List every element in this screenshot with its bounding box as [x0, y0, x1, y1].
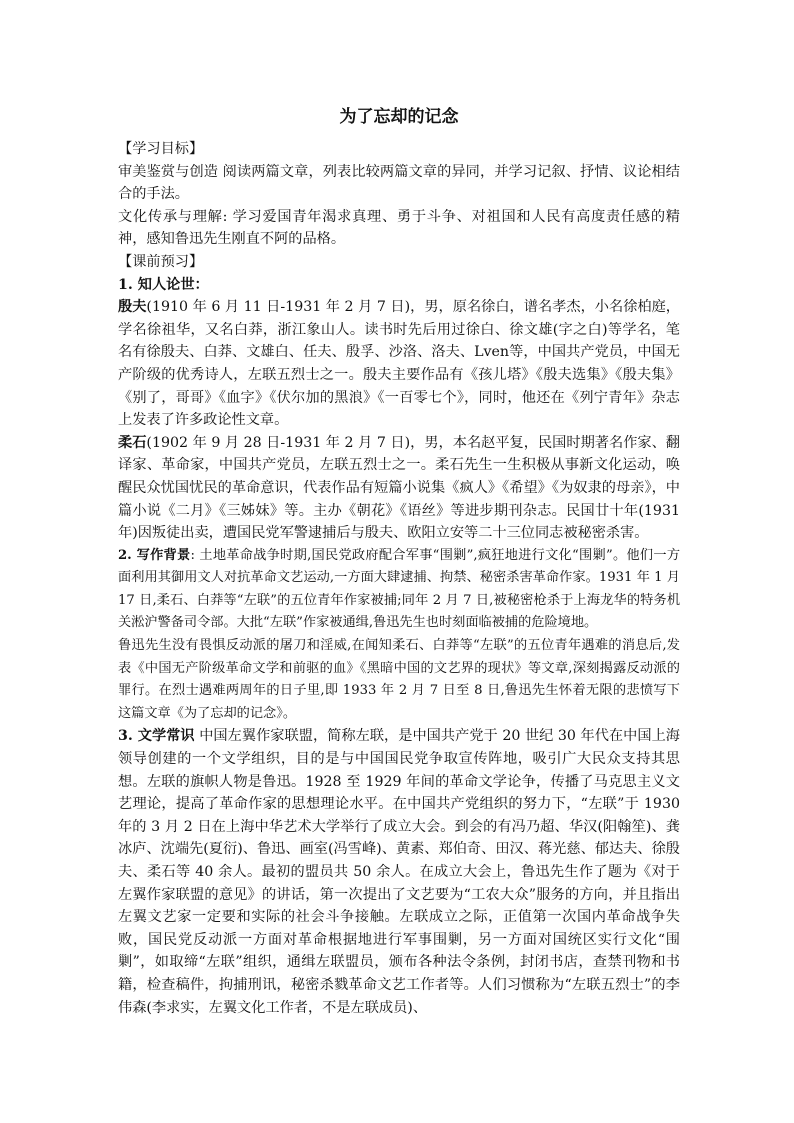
- goal-aesthetic-label: 审美鉴赏与创造: [118, 163, 219, 180]
- goal-aesthetic: [118, 161, 680, 206]
- goal-culture: [118, 206, 680, 251]
- roushi-paragraph: [118, 432, 680, 545]
- section-1-heading: 1. 知人论世：: [118, 276, 209, 293]
- yinfu-paragraph: [118, 296, 680, 432]
- goal-culture-text: : 学习爱国青年渴求真理、勇于斗争、对祖国和人民有高度责任感的精神，感知鲁迅先生刚直不阿的品格。: [118, 208, 680, 248]
- yinfu-name: 殷夫: [118, 299, 147, 316]
- background-text: : 土地革命战争时期,国民党政府配合军事“围剿”,疯狂地进行文化“围剿”。他们一方面利用其御用文人对抗革命文艺运动,一方面大肆逮捕、拘禁、秘密杀害革命作家。1931 年 1 月 17 日,柔石、白莽等“左联”的五位青年作家被捕;同年 2 月 7 日,被秘密枪杀于上海龙华的特务机关淞沪警备司令部。大批“左联”作家被通缉,鲁迅先生也时刻面临被捕的危险境地。: [118, 547, 681, 631]
- page-title: 为了忘却的记念: [339, 107, 459, 127]
- goal-culture-label: 文化传承与理解: [118, 208, 223, 225]
- section-3-heading: 3. 文学常识: [118, 728, 195, 745]
- yinfu-text: (1910 年 6 月 11 日-1931 年 2 月 7 日)，男，原名徐白，谱名孝杰，小名徐柏庭，学名徐祖华，又名白莽，浙江象山人。读书时先后用过徐白、徐文雄(字之白)等学名，笔名有徐殷夫、白莽、文雄白、任夫、殷孚、沙洛、洛夫、Lven等，中国共产党员，中国无产阶级的优秀诗人，左联五烈士之一。殷夫主要作品有《孩儿塔》《殷夫选集》《殷夫集》《别了，哥哥》《血字》《伏尔加的黑浪》《一百零七个》，同时，他还在《列宁青年》杂志上发表了许多政论性文章。: [118, 299, 680, 429]
- roushi-name: 柔石: [118, 434, 147, 451]
- goals-heading: 【学习目标】: [118, 141, 204, 157]
- literary-paragraph: [118, 725, 680, 1019]
- roushi-text: (1902 年 9 月 28 日-1931 年 2 月 7 日)，男，本名赵平复，民国时期著名作家、翻译家、革命家，中国共产党员，左联五烈士之一。柔石先生一生积极从事新文化运动，唤醒民众忧国忧民的革命意识，代表作品有短篇小说集《疯人》《希望》《为奴隶的母亲》，中篇小说《二月》《三姊妹》等。主办《朝花》《语丝》等进步期刊杂志。民国廿十年(1931 年)因叛徒出卖，遭国民党军警逮捕后与殷夫、欧阳立安等二十三位同志被秘密杀害。: [118, 434, 680, 542]
- document-body: [118, 106, 680, 1019]
- goal-aesthetic-text: 阅读两篇文章，列表比较两篇文章的异同，并学习记叙、抒情、议论相结合的手法。: [118, 163, 680, 203]
- background-paragraph-2: 鲁迅先生没有畏惧反动派的屠刀和淫威,在闻知柔石、白莽等“左联”的五位青年遇难的消息后,发表《中国无产阶级革命文学和前驱的血》《黑暗中国的文艺界的现状》等文章,深刻揭露反动派的罪行。在烈士遇难两周年的日子里,即 1933 年 2 月 7 日至 8 日,鲁迅先生怀着无限的悲愤写下这篇文章《为了忘却的记念》。: [118, 638, 680, 721]
- preview-heading: 【课前预习】: [118, 253, 204, 270]
- literary-text: 中国左翼作家联盟，简称左联，是中国共产党于 20 世纪 30 年代在中国上海领导创建的一个文学组织，目的是与中国国民党争取宣传阵地，吸引广大民众支持其思想。左联的旗帜人物是鲁迅。1928 至 1929 年间的革命文学论争，传播了马克思主义文艺理论，提高了革命作家的思想理论水平。在中国共产党组织的努力下，“左联”于 1930 年的 3 月 2 日在上海中华艺术大学举行了成立大会。到会的有冯乃超、华汉(阳翰笙)、龚冰庐、沈端先(夏衍)、鲁迅、画室(冯雪峰)、黄素、郑伯奇、田汉、蒋光慈、郁达夫、徐殷夫、柔石等 40 余人。最初的盟员共 50 余人。在成立大会上，鲁迅先生作了题为《对于左翼作家联盟的意见》的讲话，第一次提出了文艺要为“工农大众”服务的方向，并且指出左翼文艺家一定要和实际的社会斗争接触。左联成立之际，正值第一次国内革命战争失败，国民党反动派一方面对革命根据地进行军事围剿，另一方面对国统区实行文化“围剿”，如取缔“左联”组织，通缉左联盟员，颁布各种法令条例，封闭书店，查禁刊物和书籍，检查稿件，拘捕刑讯，秘密杀戮革命文艺工作者等。人们习惯称为“左联五烈士”的李伟森(李求实，左翼文化工作者，不是左联成员)、: [118, 728, 680, 1016]
- background-paragraph: [118, 545, 680, 635]
- section-2-heading: 2. 写作背景: [118, 547, 191, 563]
